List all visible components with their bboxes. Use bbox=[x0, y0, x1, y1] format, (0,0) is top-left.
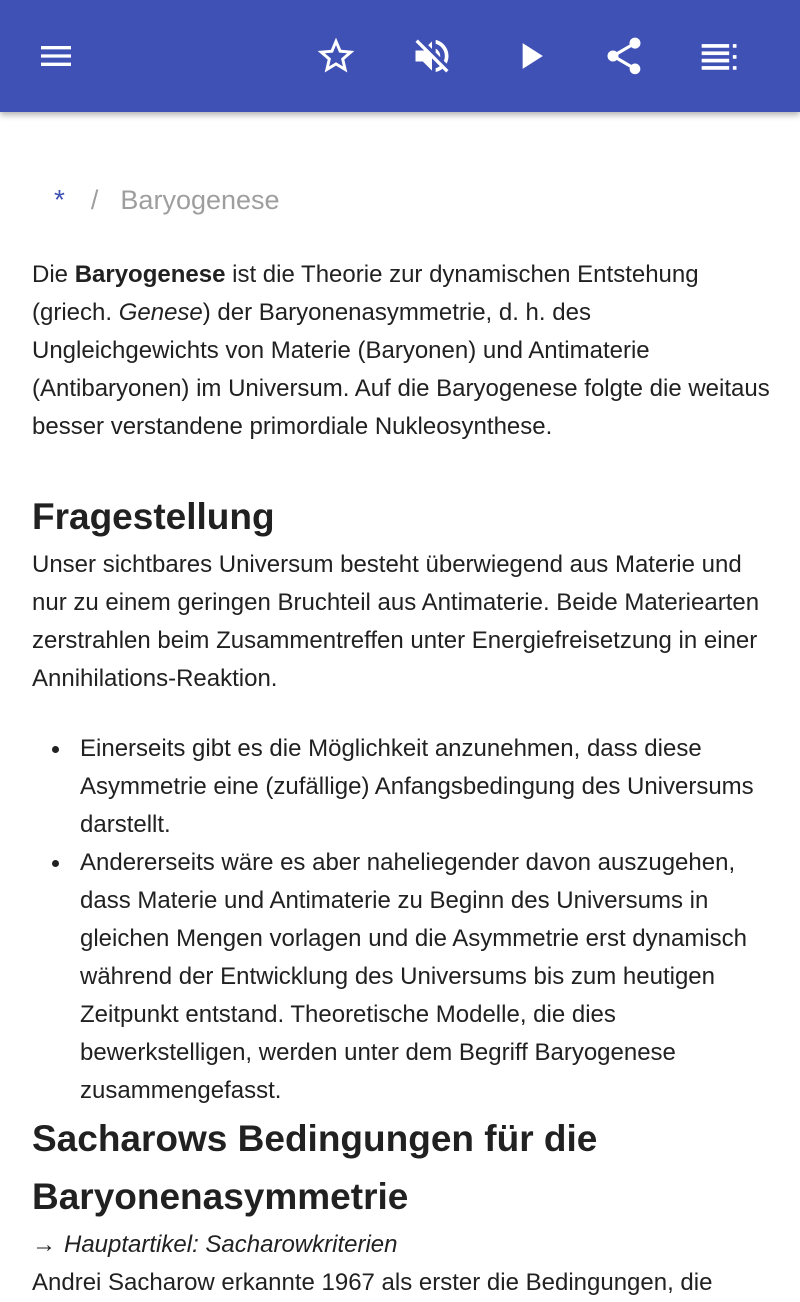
menu-button[interactable] bbox=[28, 28, 84, 84]
intro-italic-term: Genese bbox=[118, 299, 203, 326]
arrow-icon: → bbox=[32, 1231, 56, 1258]
breadcrumb bbox=[54, 184, 280, 216]
bullet-list bbox=[32, 730, 772, 1110]
breadcrumb-current: Baryogenese bbox=[120, 185, 280, 215]
intro-paragraph bbox=[32, 256, 772, 446]
main-article-reference bbox=[32, 1226, 772, 1264]
article-content bbox=[0, 112, 800, 1296]
list-item: Einerseits gibt es die Möglichkeit anzunehmen, dass diese Asymmetrie eine (zufällige) Anfangsbedingung des Universums darstellt. bbox=[80, 730, 772, 844]
intro-text-3: ) der Baryonenasymmetrie, d. h. des Ungleichgewichts von Materie (Baryonen) und Antimaterie (Antibaryonen) im Universum. Auf die Baryogenese folgte die weitaus besser verstandene primordiale Nukleosynthese. bbox=[32, 299, 770, 440]
menu-icon bbox=[36, 36, 76, 76]
playlist-icon bbox=[698, 34, 742, 78]
contents-button[interactable] bbox=[692, 28, 748, 84]
intro-text-2: ist die Theorie zur dynamischen Entstehung (griech. bbox=[32, 261, 699, 326]
breadcrumb-separator: / bbox=[90, 185, 99, 215]
list-item: Andererseits wäre es aber naheliegender davon auszugehen, dass Materie und Antimaterie zu Beginn des Universums in gleichen Mengen vorlagen und die Asymmetrie erst dynamisch während der Entwicklung des Universums bis zum heutigen Zeitpunkt entstand. Theoretische Modelle, die dies bewerkstelligen, werden unter dem Begriff Baryogenese zusammengefasst. bbox=[80, 844, 772, 1110]
main-article-link[interactable]: Hauptartikel: Sacharowkriterien bbox=[64, 1231, 398, 1258]
play-icon bbox=[508, 34, 552, 78]
volume-off-icon bbox=[410, 34, 454, 78]
intro-bold-term: Baryogenese bbox=[74, 261, 226, 288]
star-outline-icon bbox=[314, 34, 358, 78]
play-button[interactable] bbox=[502, 28, 558, 84]
mute-button[interactable] bbox=[404, 28, 460, 84]
share-icon bbox=[602, 34, 646, 78]
article-body bbox=[32, 256, 772, 1302]
bookmark-button[interactable] bbox=[308, 28, 364, 84]
section-paragraph-fragestellung: Unser sichtbares Universum besteht überwiegend aus Materie und nur zu einem geringen Bruchteil aus Antimaterie. Beide Materiearten zerstrahlen beim Zusammentreffen unter Energiefreisetzung in einer Annihilations-Reaktion. bbox=[32, 551, 760, 692]
section-paragraph-sacharow: Andrei Sacharow erkannte 1967 als erster die Bedingungen, die bbox=[32, 1269, 713, 1296]
share-button[interactable] bbox=[596, 28, 652, 84]
app-toolbar bbox=[0, 0, 800, 112]
section-heading-fragestellung: Fragestellung bbox=[32, 496, 275, 537]
section-heading-sacharow: Sacharows Bedingungen für die Baryonenasymmetrie bbox=[32, 1118, 598, 1217]
intro-text-1: Die bbox=[32, 261, 75, 288]
breadcrumb-home-link[interactable]: * bbox=[54, 184, 65, 215]
